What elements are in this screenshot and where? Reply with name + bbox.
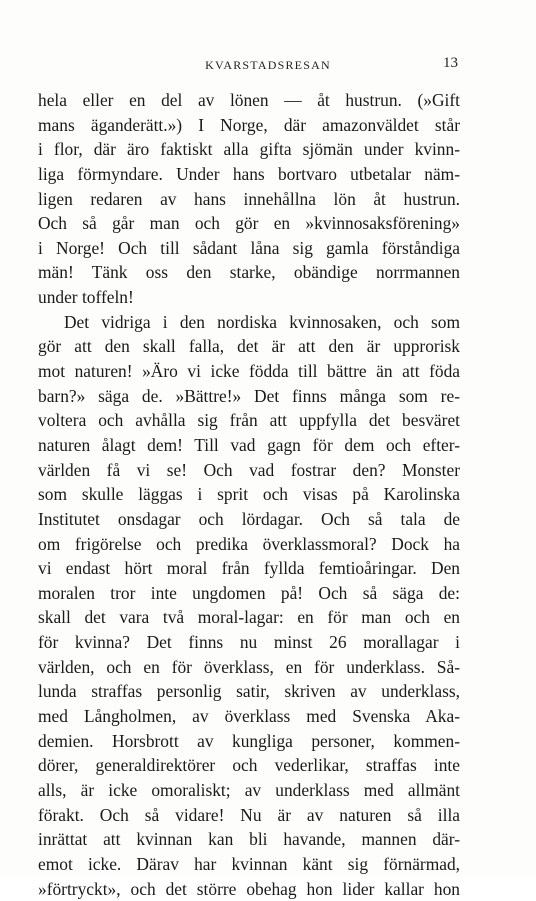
text-line: världen, och en för överklass, en för underklass. Så- (38, 655, 460, 680)
text-line: med Långholmen, av överklass med Svenska Aka- (38, 704, 460, 729)
text-line: Det vidriga i den nordiska kvinnosaken, och som (38, 310, 460, 335)
text-line: inrättat att kvinnan kan bli havande, mannen där- (38, 827, 460, 852)
text-line: förakt. Och så vidare! Nu är av naturen så illa (38, 803, 460, 828)
text-line: världen få vi se! Och vad fostrar den? Monster (38, 458, 460, 483)
running-head-title: KVARSTADSRESAN (0, 58, 536, 73)
text-line: Institutet onsdagar och lördagar. Och så tala de (38, 507, 460, 532)
text-line: gör att den skall falla, det är att den är upprorisk (38, 334, 460, 359)
text-line: moralen tror inte ungdomen på! Och så säga de: (38, 581, 460, 606)
text-line: Och så går man och gör en »kvinnosaksförening» (38, 211, 460, 236)
text-line: hela eller en del av lönen — åt hustrun. (»Gift (38, 88, 460, 113)
text-line: för kvinna? Det finns nu minst 26 morallagar i (38, 630, 460, 655)
text-line: om frigörelse och predika överklassmoral? Dock ha (38, 532, 460, 557)
text-line: »förtryckt», och det större obehag hon lider kallar hon (38, 877, 460, 901)
text-line: liga förmyndare. Under hans bortvaro utbetalar näm- (38, 162, 460, 187)
body-text (38, 88, 460, 901)
text-line: som skulle läggas i sprit och visas på Karolinska (38, 482, 460, 507)
page-number: 13 (443, 55, 458, 72)
text-line: dörer, generaldirektörer och vederlikar, straffas inte (38, 753, 460, 778)
text-line: barn?» säga de. »Bättre!» Det finns många som re- (38, 384, 460, 409)
text-line: i flor, där äro faktiskt alla gifta sjömän under kvinn- (38, 137, 460, 162)
text-line: alls, är icke omoraliskt; av underklass med allmänt (38, 778, 460, 803)
text-line: lunda straffas personlig satir, skriven av underklass, (38, 679, 460, 704)
text-line: skall det vara två moral-lagar: en för man och en (38, 605, 460, 630)
text-line: voltera och avhålla sig från att uppfylla det besväret (38, 408, 460, 433)
text-line: mans äganderätt.») I Norge, där amazonväldet står (38, 113, 460, 138)
text-line: demien. Horsbrott av kungliga personer, kommen- (38, 729, 460, 754)
text-line: ligen redaren av hans innehållna lön åt hustrun. (38, 187, 460, 212)
text-line: män! Tänk oss den starke, obändige norrmannen (38, 260, 460, 285)
text-line: vi endast hört moral från fyllda femtioåringar. Den (38, 556, 460, 581)
text-line: mot naturen! »Äro vi icke födda till bättre än att föda (38, 359, 460, 384)
text-line: i Norge! Och till sådant låna sig gamla förståndiga (38, 236, 460, 261)
text-line: naturen ålagt dem! Till vad gagn för dem och efter- (38, 433, 460, 458)
text-line: emot icke. Därav har kvinnan känt sig förnärmad, (38, 852, 460, 877)
text-line: under toffeln! (38, 285, 460, 310)
